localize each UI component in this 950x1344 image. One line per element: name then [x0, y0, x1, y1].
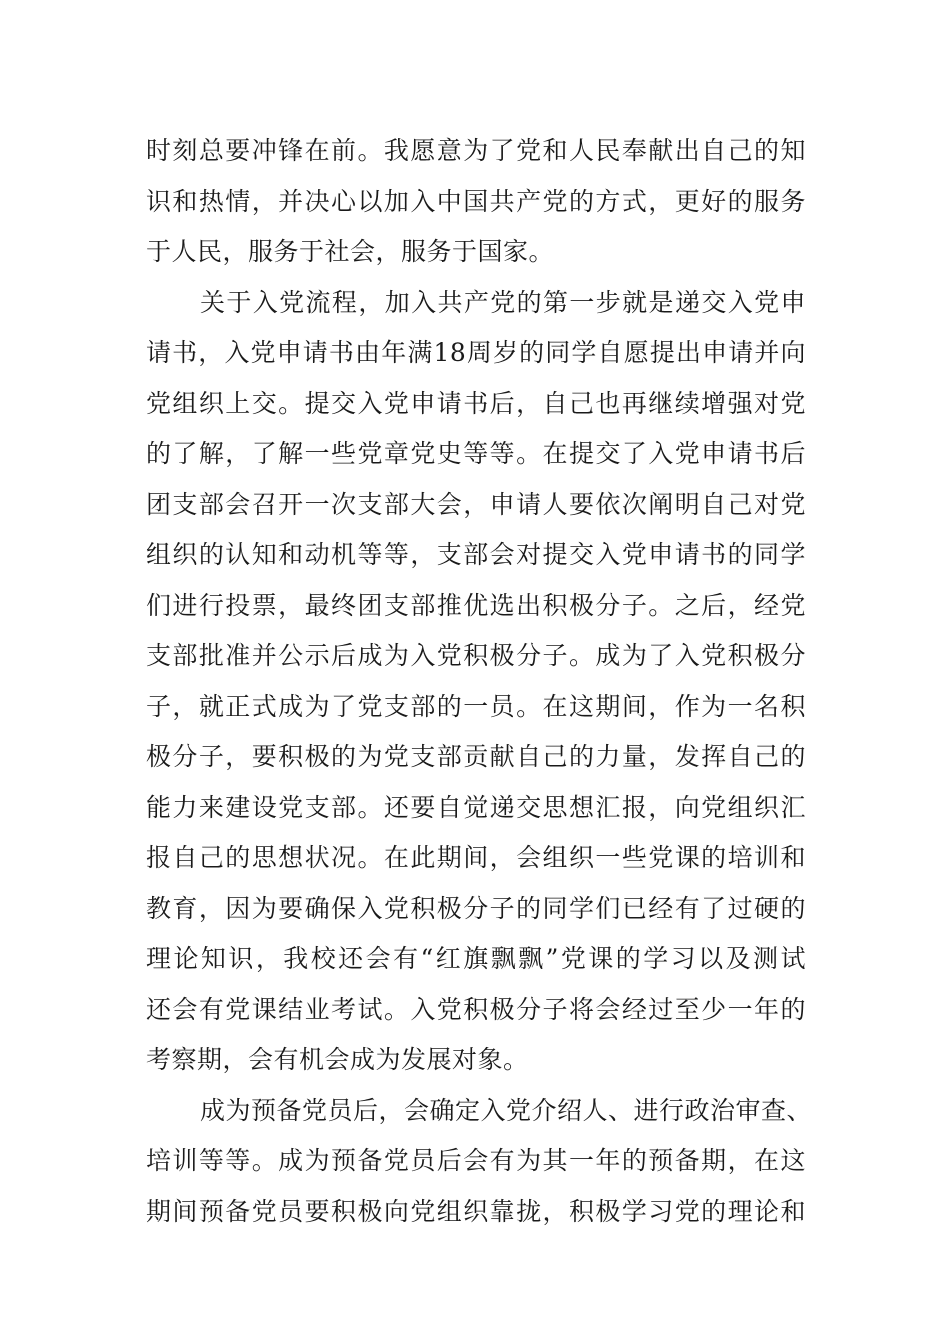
text-line: 考察期，会有机会成为发展对象。 — [146, 1045, 529, 1074]
text-line: 极分子，要积极的为党支部贡献自己的力量，发挥自己的 — [146, 742, 806, 771]
text-line: 子，就正式成为了党支部的一员。在这期间，作为一名积 — [146, 691, 806, 721]
text-line: 请书，入党申请书由年满18周岁的同学自愿提出申请并向 — [146, 338, 806, 367]
text-line: 于人民，服务于社会，服务于国家。 — [146, 237, 555, 266]
text-line: 教育，因为要确保入党积极分子的同学们已经有了过硬的 — [146, 893, 806, 923]
text-line: 期间预备党员要积极向党组织靠拢，积极学习党的理论和 — [146, 1196, 806, 1226]
text-line: 理论知识，我校还会有“红旗飘飘”党课的学习以及测试 — [146, 944, 806, 973]
text-line: 们进行投票，最终团支部推优选出积极分子。之后，经党 — [146, 590, 806, 620]
text-line: 党组织上交。提交入党申请书后，自己也再继续增强对党 — [146, 388, 806, 418]
text-line: 报自己的思想状况。在此期间，会组织一些党课的培训和 — [146, 843, 806, 872]
body-text — [146, 126, 813, 1237]
text-line: 能力来建设党支部。还要自觉递交思想汇报，向党组织汇 — [146, 792, 806, 822]
paragraph-first-line: 关于入党流程，加入共产党的第一步就是递交入党申 — [200, 287, 806, 317]
text-line: 培训等等。成为预备党员后会有为其一年的预备期，在这 — [146, 1146, 806, 1175]
text-line: 识和热情，并决心以加入中国共产党的方式，更好的服务 — [146, 186, 806, 216]
text-line: 的了解，了解一些党章党史等等。在提交了入党申请书后 — [146, 439, 806, 468]
text-line: 组织的认知和动机等等，支部会对提交入党申请书的同学 — [146, 540, 806, 569]
text-line: 时刻总要冲锋在前。我愿意为了党和人民奉献出自己的知 — [146, 136, 806, 165]
text-line: 还会有党课结业考试。入党积极分子将会经过至少一年的 — [146, 994, 806, 1024]
text-line: 团支部会召开一次支部大会，申请人要依次阐明自己对党 — [146, 489, 806, 519]
paragraph-first-line: 成为预备党员后，会确定入党介绍人、进行政治审查、 — [200, 1095, 813, 1125]
text-line: 支部批准并公示后成为入党积极分子。成为了入党积极分 — [146, 641, 806, 670]
